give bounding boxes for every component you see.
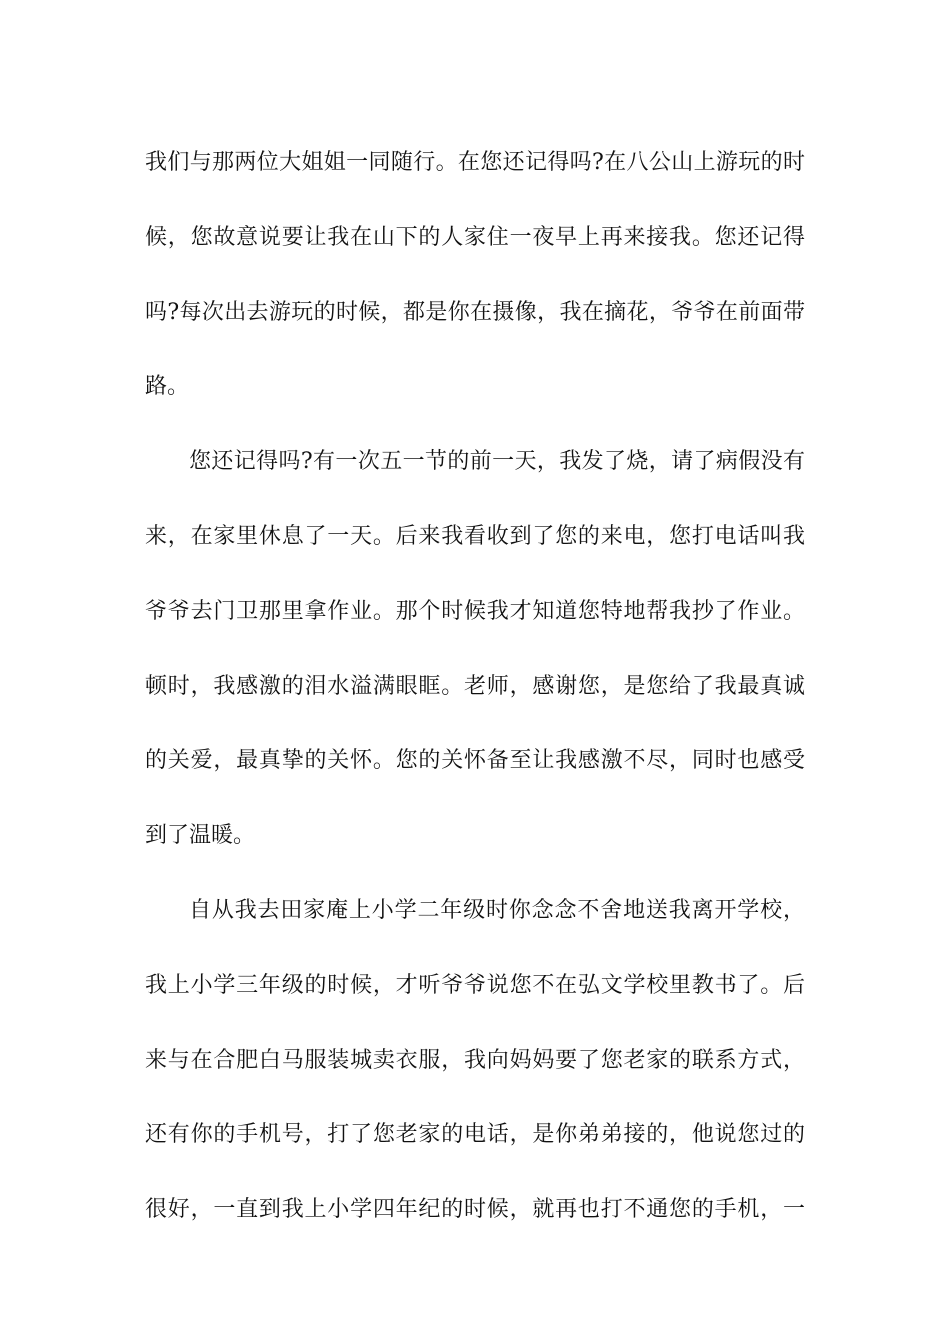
text-line: 爷爷去门卫那里拿作业。那个时候我才知道您特地帮我抄了作业。 (145, 598, 805, 624)
text-line: 路。 (145, 374, 190, 400)
text-line: 很好，一直到我上小学四年纪的时候，就再也打不通您的手机，一 (145, 1197, 805, 1223)
text-line: 还有你的手机号，打了您老家的电话，是你弟弟接的，他说您过的 (145, 1122, 805, 1148)
body-text (145, 126, 805, 1248)
text-line: 自从我去田家庵上小学二年级时你念念不舍地送我离开学校， (189, 897, 805, 923)
text-line: 我们与那两位大姐姐一同随行。在您还记得吗?在八公山上游玩的时 (145, 150, 805, 175)
text-line: 来与在合肥白马服装城卖衣服，我向妈妈要了您老家的联系方式， (145, 1047, 805, 1073)
text-line: 顿时，我感激的泪水溢满眼眶。老师，感谢您，是您给了我最真诚 (145, 673, 805, 699)
text-line: 我上小学三年级的时候，才听爷爷说您不在弘文学校里教书了。后 (145, 972, 805, 998)
text-line: 候，您故意说要让我在山下的人家住一夜早上再来接我。您还记得 (145, 224, 805, 250)
text-line: 来，在家里休息了一天。后来我看收到了您的来电，您打电话叫我 (145, 523, 805, 549)
text-line: 您还记得吗?有一次五一节的前一天，我发了烧，请了病假没有 (189, 449, 805, 475)
text-line: 吗?每次出去游玩的时候，都是你在摄像，我在摘花，爷爷在前面带 (145, 299, 805, 325)
text-line: 到了温暖。 (145, 823, 256, 849)
text-line: 的关爱，最真挚的关怀。您的关怀备至让我感激不尽，同时也感受 (145, 748, 805, 774)
